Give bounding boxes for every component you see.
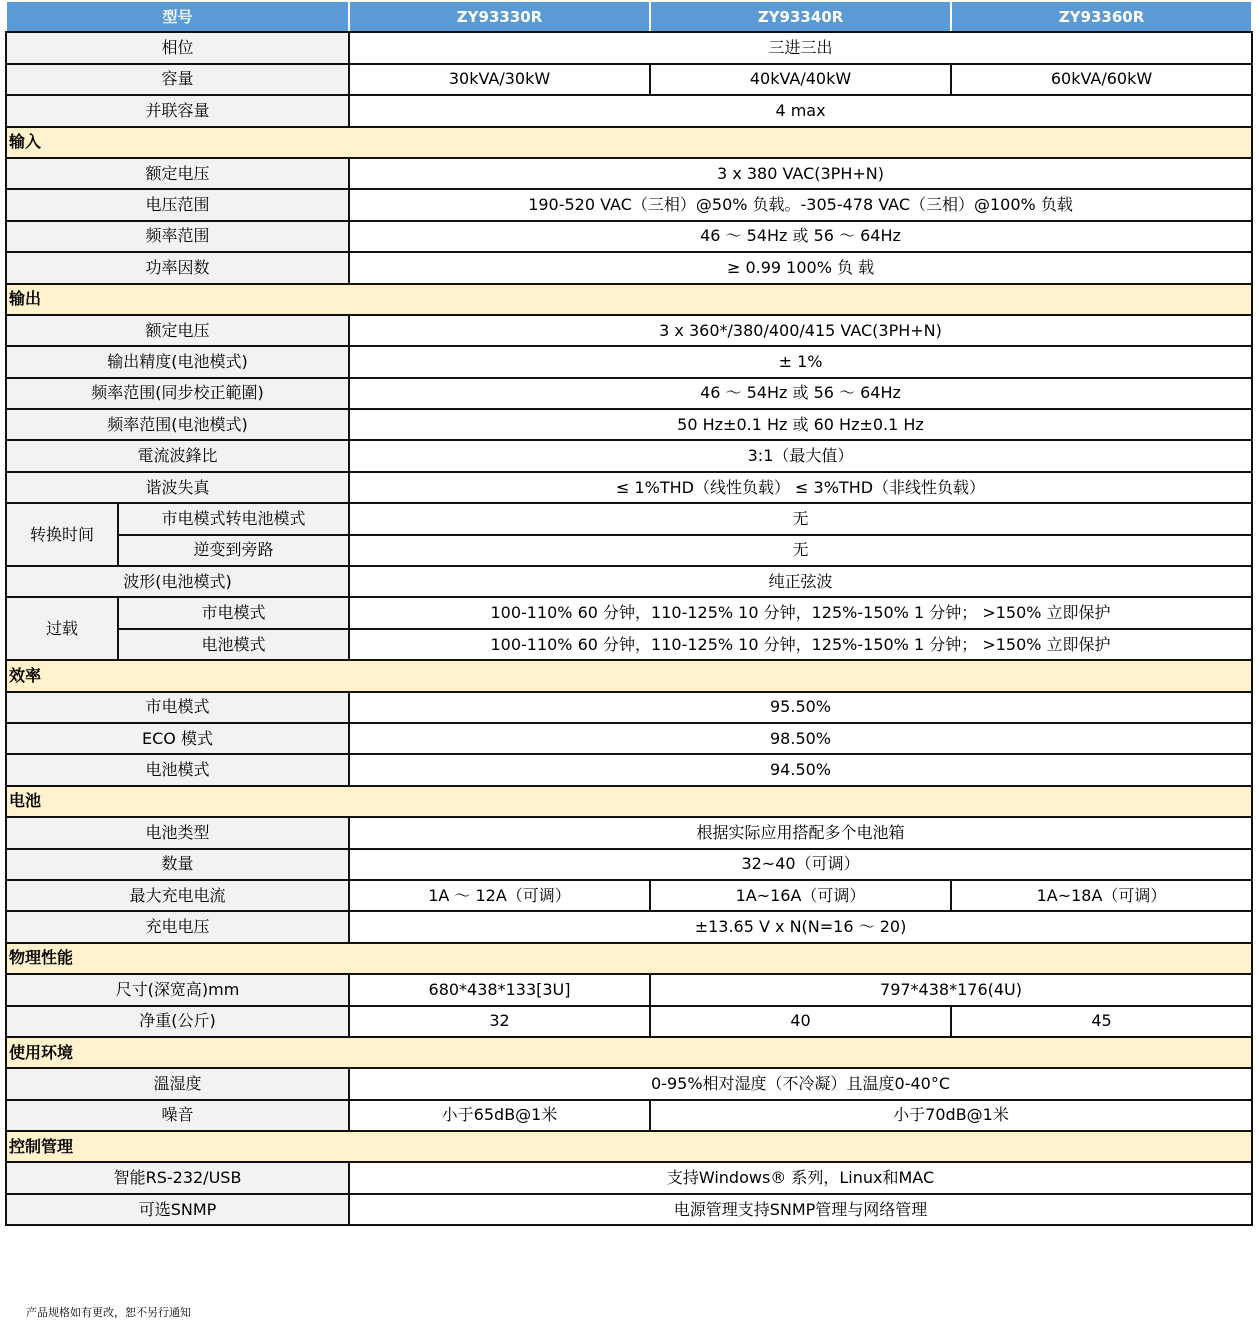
- table-row: [6, 378, 1252, 409]
- section-environment: [6, 1037, 1252, 1068]
- row-value: 3 x 380 VAC(3PH+N): [349, 158, 1252, 189]
- row-value: 100-110% 60 分钟，110-125% 10 分钟，125%-150% 1 分钟； >150% 立即保护: [349, 597, 1252, 628]
- row-value: 680*438*133[3U]: [349, 974, 650, 1005]
- row-value: 三进三出: [349, 32, 1252, 63]
- row-value: 797*438*176(4U): [650, 974, 1252, 1005]
- row-label: 电压范围: [6, 189, 349, 220]
- row-value: 小于65dB@1米: [349, 1100, 650, 1131]
- section-title: 物理性能: [6, 943, 1252, 974]
- row-value: 190-520 VAC（三相）@50% 负载。-305-478 VAC（三相）@100% 负载: [349, 189, 1252, 220]
- row-label: 额定电压: [6, 158, 349, 189]
- row-value: 无: [349, 503, 1252, 534]
- row-value: 95.50%: [349, 692, 1252, 723]
- row-label: 容量: [6, 64, 349, 95]
- row-label: 波形(电池模式): [6, 566, 349, 597]
- section-title: 输出: [6, 284, 1252, 315]
- table-row: [6, 911, 1252, 942]
- table-row: [6, 64, 1252, 95]
- row-label: 噪音: [6, 1100, 349, 1131]
- row-label: 市电模式: [6, 692, 349, 723]
- row-value: 3:1（最大值）: [349, 440, 1252, 471]
- table-row: [6, 440, 1252, 471]
- table-row: [6, 849, 1252, 880]
- table-row: [6, 221, 1252, 252]
- row-value: 46 ～ 54Hz 或 56 ～ 64Hz: [349, 221, 1252, 252]
- table-row: [6, 409, 1252, 440]
- row-value: 3 x 360*/380/400/415 VAC(3PH+N): [349, 315, 1252, 346]
- table-row: [6, 346, 1252, 377]
- row-value: 0-95%相对湿度（不冷凝）且温度0-40°C: [349, 1068, 1252, 1099]
- table-row: [6, 189, 1252, 220]
- row-label: 电池模式: [6, 754, 349, 785]
- row-value: 98.50%: [349, 723, 1252, 754]
- section-management: [6, 1131, 1252, 1162]
- table-row: [6, 880, 1252, 911]
- table-row: [6, 566, 1252, 597]
- group-label: 转换时间: [6, 503, 118, 566]
- row-value: 无: [349, 535, 1252, 566]
- row-label: ECO 模式: [6, 723, 349, 754]
- table-row: [6, 723, 1252, 754]
- row-value: 40: [650, 1006, 951, 1037]
- table-row: [6, 629, 1252, 660]
- row-label: 電流波鋒比: [6, 440, 349, 471]
- table-row: [6, 1162, 1252, 1193]
- row-label: 充电电压: [6, 911, 349, 942]
- table-row: [6, 974, 1252, 1005]
- header-row: [6, 1, 1252, 32]
- section-physical: [6, 943, 1252, 974]
- row-value: ± 1%: [349, 346, 1252, 377]
- row-value: 电源管理支持SNMP管理与网络管理: [349, 1194, 1252, 1225]
- section-title: 输入: [6, 127, 1252, 158]
- section-efficiency: [6, 660, 1252, 691]
- table-row: [6, 472, 1252, 503]
- row-value: 100-110% 60 分钟，110-125% 10 分钟，125%-150% 1 分钟； >150% 立即保护: [349, 629, 1252, 660]
- row-value: 32~40（可调）: [349, 849, 1252, 880]
- row-label: 输出精度(电池模式): [6, 346, 349, 377]
- row-label: 频率范围: [6, 221, 349, 252]
- row-value: 根据实际应用搭配多个电池箱: [349, 817, 1252, 848]
- table-row: [6, 1194, 1252, 1225]
- table-row: [6, 597, 1252, 628]
- table-row: [6, 503, 1252, 534]
- table-row: [6, 1100, 1252, 1131]
- row-value: 32: [349, 1006, 650, 1037]
- row-label: 市电模式转电池模式: [118, 503, 349, 534]
- row-value: 1A~16A（可调）: [650, 880, 951, 911]
- row-value: 1A~18A（可调）: [951, 880, 1252, 911]
- row-label: 可选SNMP: [6, 1194, 349, 1225]
- row-value: 50 Hz±0.1 Hz 或 60 Hz±0.1 Hz: [349, 409, 1252, 440]
- table-row: [6, 315, 1252, 346]
- row-label: 电池模式: [118, 629, 349, 660]
- row-label: 功率因数: [6, 252, 349, 283]
- row-value: 46 ～ 54Hz 或 56 ～ 64Hz: [349, 378, 1252, 409]
- table-row: [6, 754, 1252, 785]
- row-label: 相位: [6, 32, 349, 63]
- row-value: 30kVA/30kW: [349, 64, 650, 95]
- row-label: 数量: [6, 849, 349, 880]
- row-value: ±13.65 V x N(N=16 ～ 20): [349, 911, 1252, 942]
- row-value: 支持Windows® 系列，Linux和MAC: [349, 1162, 1252, 1193]
- table-row: [6, 817, 1252, 848]
- row-label: 智能RS-232/USB: [6, 1162, 349, 1193]
- row-label: 最大充电电流: [6, 880, 349, 911]
- table-row: [6, 95, 1252, 126]
- row-value: ≥ 0.99 100% 负 载: [349, 252, 1252, 283]
- row-value: 45: [951, 1006, 1252, 1037]
- table-row: [6, 32, 1252, 63]
- row-label: 谐波失真: [6, 472, 349, 503]
- group-label: 过载: [6, 597, 118, 660]
- table-row: [6, 1006, 1252, 1037]
- section-title: 效率: [6, 660, 1252, 691]
- row-value: 60kVA/60kW: [951, 64, 1252, 95]
- table-row: [6, 692, 1252, 723]
- section-title: 电池: [6, 786, 1252, 817]
- section-battery: [6, 786, 1252, 817]
- row-value: 纯正弦波: [349, 566, 1252, 597]
- row-label: 并联容量: [6, 95, 349, 126]
- spec-table: [5, 0, 1253, 1226]
- footnote: 产品规格如有更改，恕不另行通知: [26, 1306, 191, 1319]
- row-value: 小于70dB@1米: [650, 1100, 1252, 1131]
- row-value: 1A ～ 12A（可调）: [349, 880, 650, 911]
- model-label: 型号: [6, 1, 349, 32]
- model-1: ZY93330R: [349, 1, 650, 32]
- row-label: 逆变到旁路: [118, 535, 349, 566]
- model-3: ZY93360R: [951, 1, 1252, 32]
- row-value: 40kVA/40kW: [650, 64, 951, 95]
- row-label: 电池类型: [6, 817, 349, 848]
- row-label: 尺寸(深宽高)mm: [6, 974, 349, 1005]
- table-row: [6, 252, 1252, 283]
- row-value: ≤ 1%THD（线性负载） ≤ 3%THD（非线性负载）: [349, 472, 1252, 503]
- row-value: 94.50%: [349, 754, 1252, 785]
- table-row: [6, 158, 1252, 189]
- row-label: 溫湿度: [6, 1068, 349, 1099]
- section-output: [6, 284, 1252, 315]
- table-row: [6, 535, 1252, 566]
- model-2: ZY93340R: [650, 1, 951, 32]
- row-label: 频率范围(同步校正範圍): [6, 378, 349, 409]
- section-title: 控制管理: [6, 1131, 1252, 1162]
- row-label: 频率范围(电池模式): [6, 409, 349, 440]
- table-row: [6, 1068, 1252, 1099]
- section-title: 使用环境: [6, 1037, 1252, 1068]
- row-label: 净重(公斤): [6, 1006, 349, 1037]
- section-input: [6, 127, 1252, 158]
- row-value: 4 max: [349, 95, 1252, 126]
- row-label: 市电模式: [118, 597, 349, 628]
- row-label: 额定电压: [6, 315, 349, 346]
